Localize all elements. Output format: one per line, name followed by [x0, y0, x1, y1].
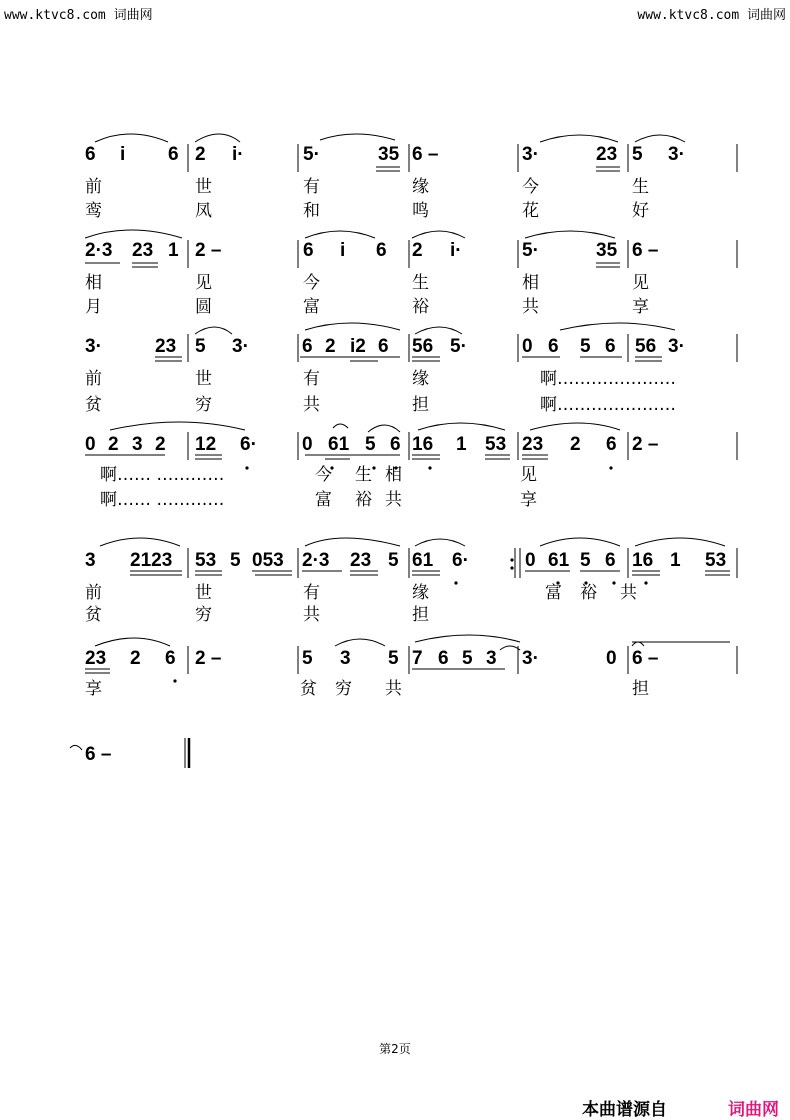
lyric-word: 共	[385, 490, 402, 510]
note: 0	[525, 550, 536, 571]
note: 53	[705, 550, 727, 571]
lyric-word: 有	[303, 583, 320, 603]
note: 1	[670, 550, 681, 571]
lyric-word: 相	[85, 273, 102, 293]
note: 5·	[522, 240, 539, 261]
lyric-word: 月	[85, 297, 102, 317]
note: 6 –	[412, 144, 439, 165]
note: 2	[195, 144, 206, 165]
lyric-word: 缘	[412, 583, 429, 603]
lyric-word: 生	[412, 273, 429, 293]
header-site-right: www.ktvc8.com 词曲网	[637, 8, 786, 23]
note: 6 –	[85, 744, 112, 765]
note: 053	[252, 550, 284, 571]
note: 53	[195, 550, 217, 571]
note: 3	[132, 434, 143, 455]
note: 3·	[668, 336, 685, 357]
lyric-word: 凤	[195, 201, 212, 221]
note: 5	[632, 144, 643, 165]
lyric-word: 见	[195, 273, 212, 293]
lyric-word: 缘	[412, 177, 429, 197]
note: 0	[522, 336, 533, 357]
lyric-word: 花	[522, 201, 539, 221]
note: 2	[155, 434, 166, 455]
lyric-word: 富	[545, 583, 562, 603]
note: 2123	[130, 550, 173, 571]
note: 3·	[522, 144, 539, 165]
brand-logo: 词曲网	[728, 1100, 779, 1120]
lyric-word: 共	[303, 395, 320, 415]
note: 6	[605, 550, 616, 571]
lyric-word: 前	[85, 369, 102, 389]
note: 23	[85, 648, 107, 669]
lyric-word: 啊…… …………	[100, 490, 225, 510]
note: 23	[132, 240, 154, 261]
lyric-word: 共	[620, 583, 637, 603]
note: i2	[350, 336, 366, 357]
note: 3·	[522, 648, 539, 669]
note: 1	[168, 240, 179, 261]
note: 6·	[452, 550, 469, 571]
note: 5	[462, 648, 473, 669]
note: 5	[230, 550, 241, 571]
lyric-word: 缘	[412, 369, 429, 389]
header-site-left: www.ktvc8.com 词曲网	[4, 8, 153, 23]
lyric-word: 见	[520, 465, 537, 485]
lyric-word: 共	[385, 679, 402, 699]
lyric-word: 贫	[300, 679, 317, 699]
note: 6·	[240, 434, 257, 455]
note: 61	[412, 550, 434, 571]
note: 5	[388, 550, 399, 571]
note: 2	[570, 434, 581, 455]
note: 2	[130, 648, 141, 669]
lyric-word: 生	[355, 465, 372, 485]
lyric-word: 担	[412, 605, 429, 625]
lyric-word: 鸾	[85, 201, 102, 221]
lyric-word: 见	[632, 273, 649, 293]
lyric-word: 好	[632, 201, 649, 221]
lyric-word: 前	[85, 177, 102, 197]
lyric-word: 贫	[85, 605, 102, 625]
note: 35	[378, 144, 400, 165]
note: 6	[165, 648, 176, 669]
lyric-word: 相	[385, 465, 402, 485]
note: 6	[85, 144, 96, 165]
lyric-word: 穷	[335, 679, 352, 699]
note: 5	[580, 336, 591, 357]
note: 6	[438, 648, 449, 669]
note: 3	[85, 550, 96, 571]
lyric-word: 享	[632, 297, 649, 317]
note: 3·	[85, 336, 102, 357]
note: 2	[325, 336, 336, 357]
lyric-word: 今	[522, 177, 539, 197]
note: 3	[486, 648, 497, 669]
note: 12	[195, 434, 217, 455]
note: 2 –	[632, 434, 659, 455]
note: 56	[412, 336, 434, 357]
lyric-word: 裕	[580, 583, 597, 603]
note: 5	[195, 336, 206, 357]
lyric-word: 世	[195, 583, 212, 603]
lyric-word: 圆	[195, 297, 212, 317]
note: 35	[596, 240, 618, 261]
note: 2·3	[302, 550, 330, 571]
lyric-word: 穷	[195, 395, 212, 415]
lyric-word: 富	[315, 490, 332, 510]
note: 6 –	[632, 240, 659, 261]
note: i·	[232, 144, 244, 165]
lyric-word: 世	[195, 369, 212, 389]
note: 7	[412, 648, 423, 669]
note: 2·3	[85, 240, 113, 261]
lyric-word: 共	[303, 605, 320, 625]
note: 6	[606, 434, 617, 455]
note: 5·	[450, 336, 467, 357]
note: 0	[85, 434, 96, 455]
note: 0	[606, 648, 617, 669]
lyric-word: 裕	[355, 490, 372, 510]
note: 23	[350, 550, 372, 571]
note: 5	[365, 434, 376, 455]
note: i	[340, 240, 346, 261]
note: 23	[522, 434, 544, 455]
note: 6	[548, 336, 559, 357]
note: 23	[155, 336, 177, 357]
note: 16	[632, 550, 654, 571]
page-number: 第2页	[379, 1042, 411, 1056]
note: 5	[580, 550, 591, 571]
note: 5	[302, 648, 313, 669]
lyric-word: 今	[303, 273, 320, 293]
notes-layer	[85, 144, 726, 765]
note: 0	[302, 434, 313, 455]
lyric-word: 相	[522, 273, 539, 293]
note: 6	[390, 434, 401, 455]
lyric-word: 担	[412, 395, 429, 415]
lyric-word: 有	[303, 369, 320, 389]
lyric-word: 啊…………………	[540, 369, 676, 389]
note: 2 –	[195, 240, 222, 261]
note: 6	[168, 144, 179, 165]
lyric-word: 和	[303, 201, 320, 221]
lyric-word: 共	[522, 297, 539, 317]
lyric-word: 穷	[195, 605, 212, 625]
note: 6	[605, 336, 616, 357]
note: 61	[328, 434, 350, 455]
note: 3·	[668, 144, 685, 165]
note: 2	[108, 434, 119, 455]
lyric-word: 世	[195, 177, 212, 197]
note: i·	[450, 240, 462, 261]
lyric-word: 啊…… …………	[100, 465, 225, 485]
lyric-word: 享	[520, 490, 537, 510]
lyric-word: 前	[85, 583, 102, 603]
note: 2	[412, 240, 423, 261]
lyric-word: 裕	[412, 297, 429, 317]
note: 1	[456, 434, 467, 455]
note: 6	[302, 336, 313, 357]
lyric-word: 富	[303, 297, 320, 317]
note: 6	[376, 240, 387, 261]
note: 3·	[232, 336, 249, 357]
note: 56	[635, 336, 657, 357]
note: 5	[388, 648, 399, 669]
note: 5·	[303, 144, 320, 165]
lyric-word: 今	[315, 465, 332, 485]
note: 2 –	[195, 648, 222, 669]
note: 23	[596, 144, 618, 165]
lyric-word: 担	[632, 679, 649, 699]
note: 53	[485, 434, 507, 455]
source-label: 本曲谱源自	[582, 1100, 667, 1120]
note: 6	[303, 240, 314, 261]
lyric-word: 生	[632, 177, 649, 197]
note: 6 –	[632, 648, 659, 669]
lyric-word: 贫	[85, 395, 102, 415]
note: i	[120, 144, 126, 165]
lyric-word: 享	[85, 679, 102, 699]
note: 61	[548, 550, 570, 571]
lyric-word: 有	[303, 177, 320, 197]
lyric-word: 鸣	[412, 201, 429, 221]
note: 3	[340, 648, 351, 669]
note: 6	[378, 336, 389, 357]
lyric-word: 啊…………………	[540, 395, 676, 415]
note: 16	[412, 434, 434, 455]
